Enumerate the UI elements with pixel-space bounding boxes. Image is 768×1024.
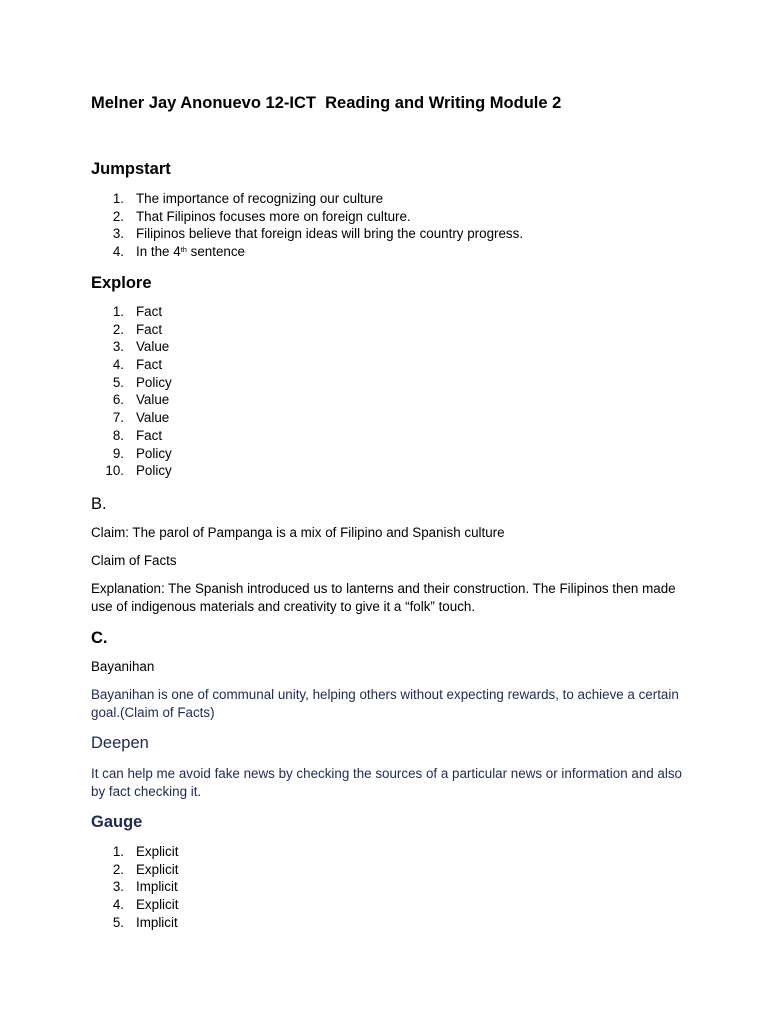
list-number: 3. bbox=[112, 339, 124, 355]
section-b-claim-type: Claim of Facts bbox=[91, 553, 177, 568]
list-number: 3. bbox=[112, 226, 124, 242]
list-text: Implicit bbox=[136, 914, 178, 930]
list-number: 1. bbox=[112, 844, 124, 859]
list-text: Fact bbox=[136, 304, 163, 319]
explore-heading: Explore bbox=[91, 274, 152, 292]
list-text: The importance of recognizing our culture bbox=[136, 191, 384, 206]
list-number: 2. bbox=[112, 861, 124, 877]
list-number: 9. bbox=[112, 445, 124, 461]
section-c-topic: Bayanihan bbox=[91, 659, 155, 674]
list-text: Value bbox=[136, 392, 170, 408]
jumpstart-heading: Jumpstart bbox=[91, 160, 171, 178]
list-number: 5. bbox=[112, 914, 124, 930]
list-text: Fact bbox=[136, 321, 163, 337]
list-text: Policy bbox=[136, 374, 172, 390]
list-text: Explicit bbox=[136, 897, 179, 913]
list-number: 2. bbox=[112, 208, 124, 224]
ordinal-superscript: th bbox=[180, 245, 187, 255]
list-number: 3. bbox=[112, 879, 124, 895]
list-text: Value bbox=[136, 339, 170, 355]
section-b-explanation: Explanation: The Spanish introduced us to lanterns and their construction. The Filipinos then made use of indigenous materials and creativity to give it a “folk” touch. bbox=[91, 581, 676, 614]
list-text: Fact bbox=[136, 357, 163, 373]
list-number: 10. bbox=[105, 463, 124, 479]
list-number: 6. bbox=[112, 392, 124, 408]
section-c-statement: Bayanihan is one of communal unity, helping others without expecting rewards, to achieve a certain goal.(Claim of Facts) bbox=[91, 687, 679, 720]
list-text: That Filipinos focuses more on foreign culture. bbox=[136, 208, 411, 224]
section-b-claim: Claim: The parol of Pampanga is a mix of Filipino and Spanish culture bbox=[91, 525, 505, 540]
section-b-heading: B. bbox=[91, 495, 107, 513]
list-text: Explicit bbox=[136, 844, 179, 859]
list-number: 4. bbox=[112, 244, 124, 260]
list-number: 4. bbox=[112, 357, 124, 373]
list-number: 1. bbox=[112, 191, 124, 206]
list-text: Policy bbox=[136, 445, 172, 461]
deepen-text: It can help me avoid fake news by checking the sources of a particular news or information and also by fact checking it. bbox=[91, 766, 682, 799]
text-before: In the 4 bbox=[136, 244, 181, 260]
list-text: Policy bbox=[136, 463, 172, 479]
list-number: 7. bbox=[112, 410, 124, 426]
list-text: Filipinos believe that foreign ideas will bring the country progress. bbox=[136, 226, 524, 242]
list-number: 8. bbox=[112, 427, 124, 443]
list-number: 1. bbox=[112, 304, 124, 319]
text-after: sentence bbox=[186, 244, 246, 260]
list-text: Explicit bbox=[136, 861, 179, 877]
list-number: 5. bbox=[112, 374, 124, 390]
list-text bbox=[136, 243, 245, 261]
list-number: 4. bbox=[112, 897, 124, 913]
gauge-heading: Gauge bbox=[91, 813, 143, 831]
section-c-heading: C. bbox=[91, 629, 108, 647]
list-text: Implicit bbox=[136, 879, 178, 895]
list-text: Fact bbox=[136, 427, 163, 443]
document-title: Melner Jay Anonuevo 12-ICT Reading and Writing Module 2 bbox=[91, 94, 562, 112]
list-number: 2. bbox=[112, 321, 124, 337]
deepen-heading: Deepen bbox=[91, 734, 149, 752]
list-text: Value bbox=[136, 410, 170, 426]
